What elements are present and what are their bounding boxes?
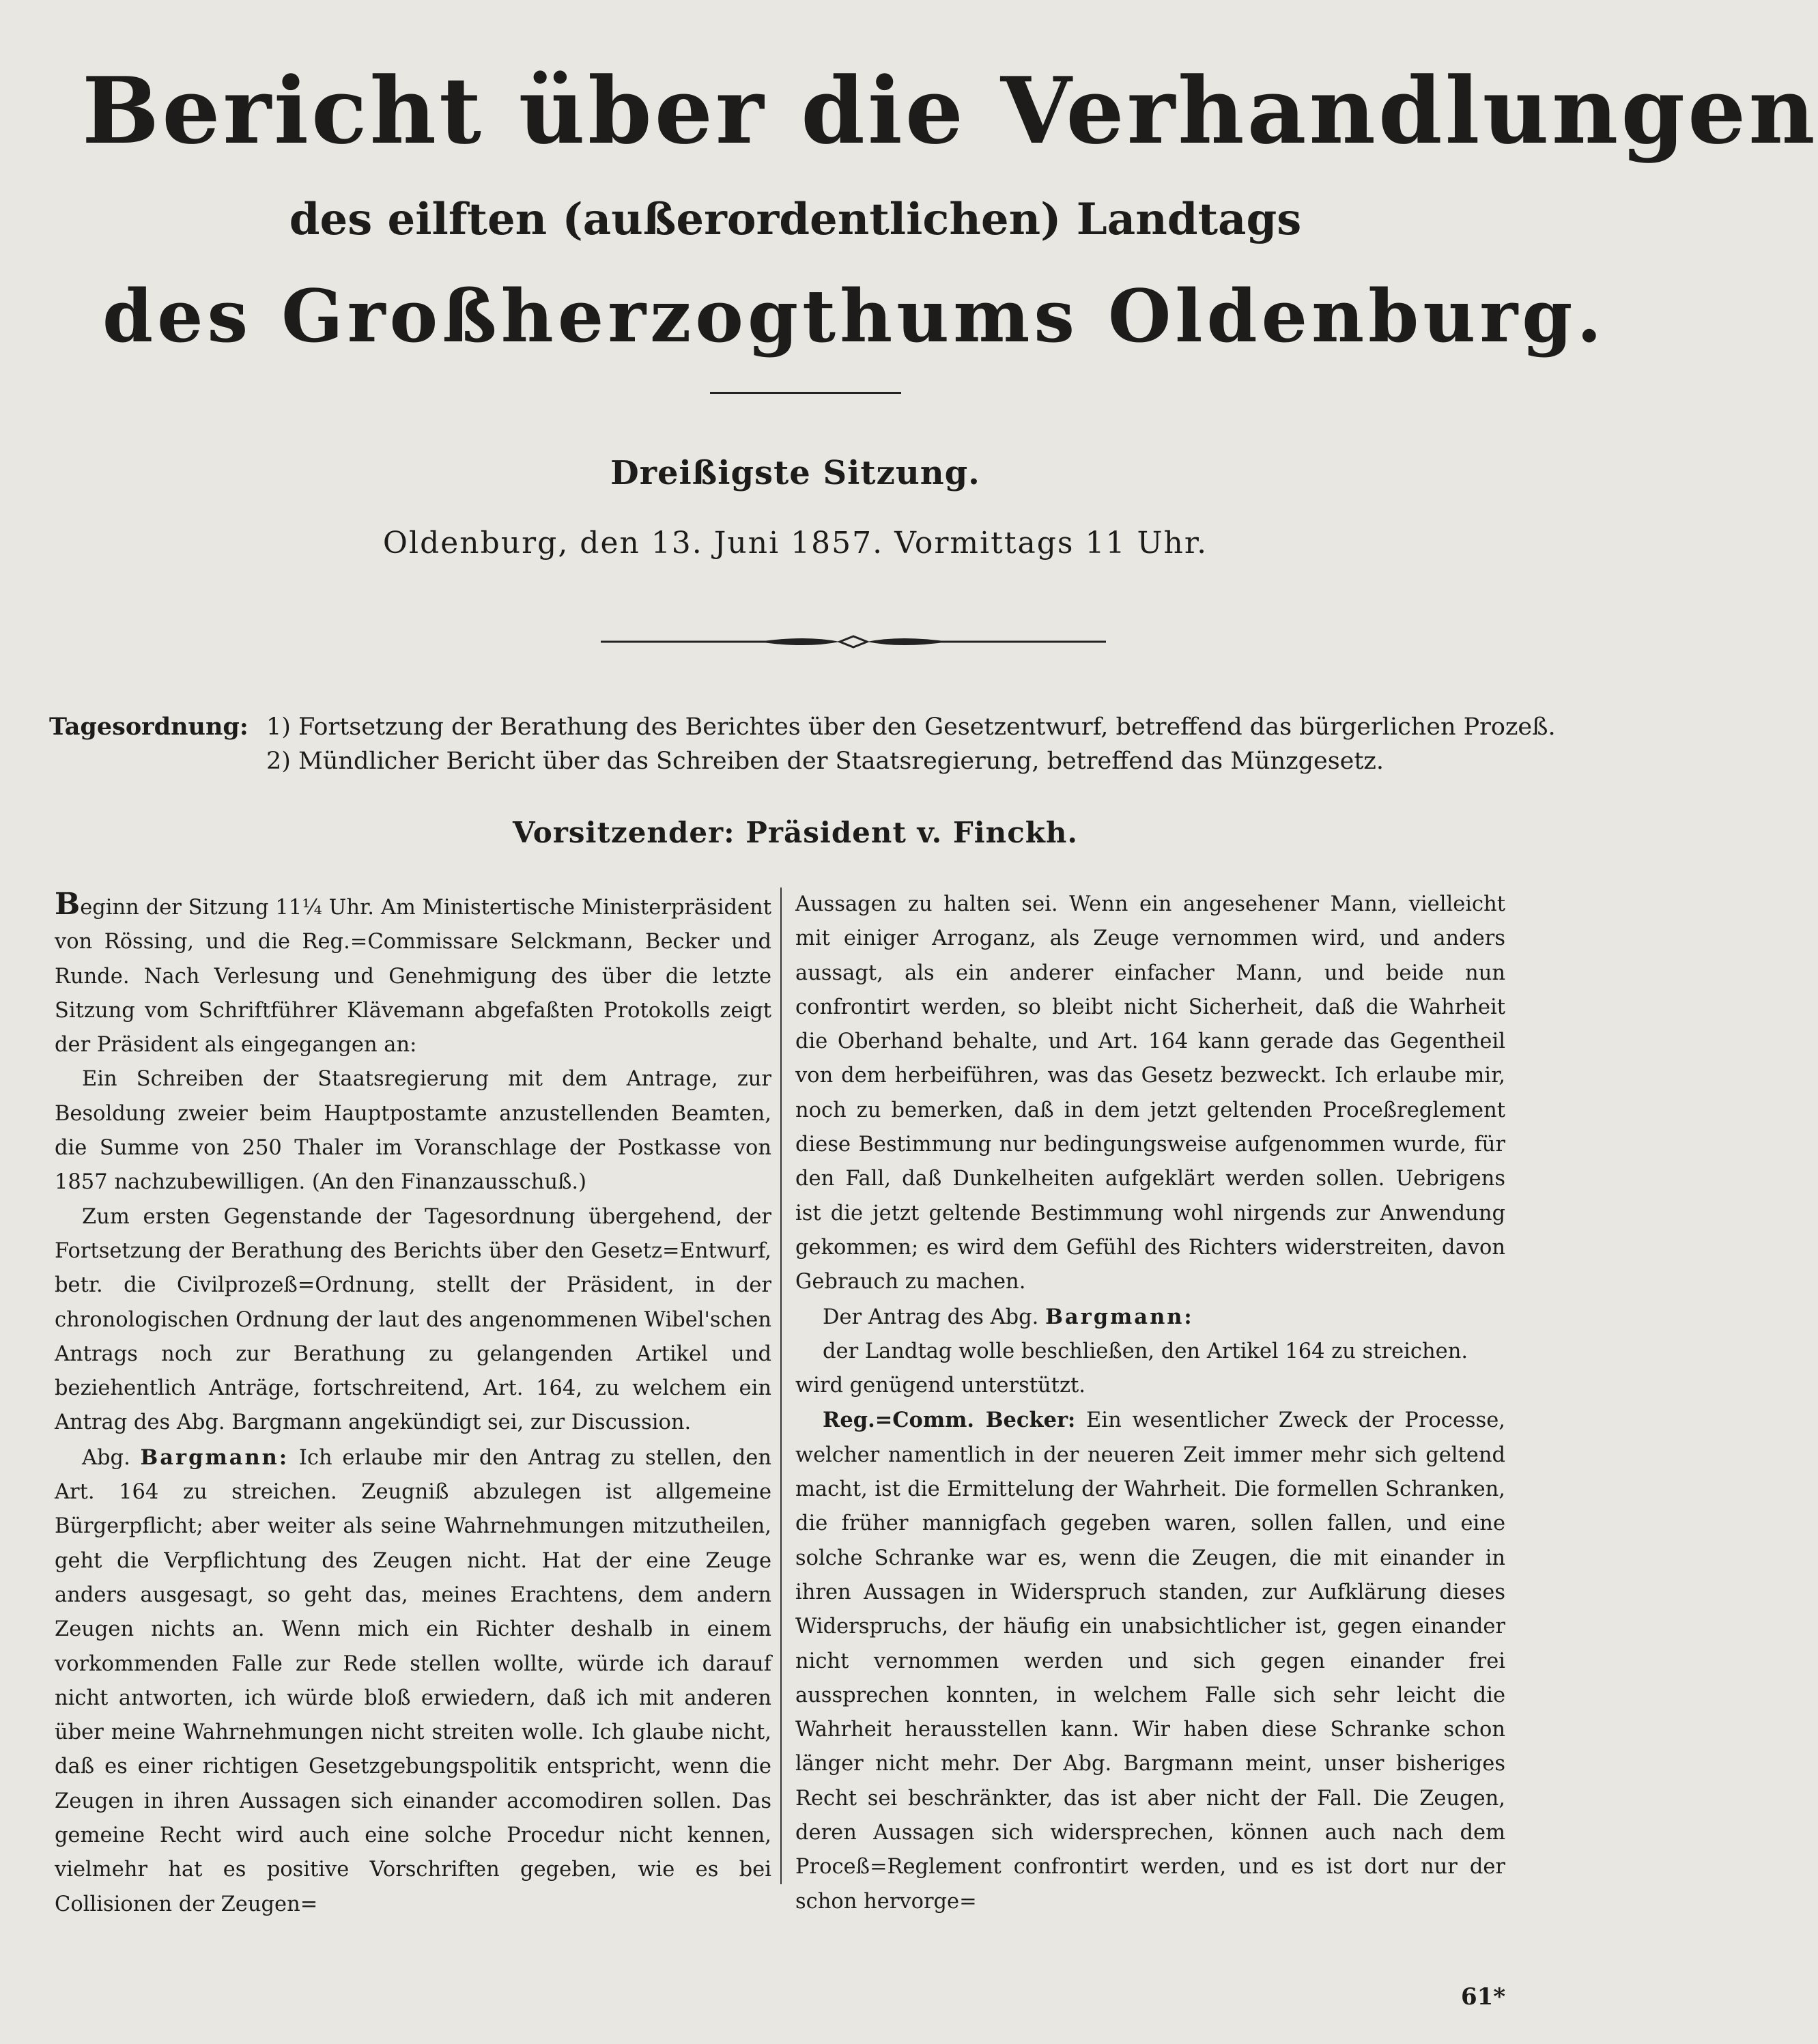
paragraph-letter: Ein Schreiben der Staatsregierung mit dem Antrage, zur Besoldung zweier beim Hauptpostamte anzustellenden Beamten, die Summe von 250 Thaler im Voranschlage der Postkasse von 1857 nachzubewilligen. (An den Finanzausschuß.) xyxy=(55,1067,771,1195)
opening-paragraph xyxy=(55,888,771,1062)
speech-text: Ein wesentlicher Zweck der Processe, welcher namentlich in der neueren Zeit immer mehr sich geltend macht, ist die Ermittelung der Wahrheit. Die formellen Schranken, die früher mannigfach gegeben waren, sollen fallen, und eine solche Schranke war es, wenn die Zeugen, die mit einander in ihren Aussagen in Widerspruch standen, zur Aufklärung dieses Widerspruchs, der häufig ein unabsichtlicher ist, gegen einander nicht vernommen werden und sich gegen einander frei aussprechen konnten, in welchem Falle sich sehr leicht die Wahrheit herausstellen kann. Wir haben diese Schranke schon länger nicht mehr. Der Abg. Bargmann meint, unser bisheriges Recht sei beschränkter, das ist aber nicht der Fall. Die Zeugen, deren Aussagen sich widersprechen, können auch nach dem Proceß=Reglement confrontirt werden, und es ist dort nur der schon hervorge= xyxy=(795,1408,1505,1914)
chair-line: Vorsitzender: Präsident v. Finckh. xyxy=(512,816,1079,849)
left-column xyxy=(55,888,771,1922)
report-subtitle: des eilften (außerordentlichen) Landtags xyxy=(289,194,1302,245)
paragraph-bargmann-speech xyxy=(55,1440,771,1922)
speech-text: Ich erlaube mir den Antrag zu stellen, den Art. 164 zu streichen. Zeugniß abzulegen ist allgemeine Bürgerpflicht; aber weiter als seine Wahrnehmungen mitzutheilen, geht die Verpflichtung des Zeugen nicht. Hat der eine Zeuge anders ausgesagt, so geht das, meines Erachtens, dem andern Zeugen nichts an. Wenn mich ein Richter deshalb in einem vorkommenden Falle zur Rede stellen wollte, würde ich darauf nicht antworten, ich würde bloß erwiedern, daß ich mit anderen über meine Wahrnehmungen nicht streiten wolle. Ich glaube nicht, daß es einer richtigen Gesetzgebungspolitik entspricht, wenn die Zeugen in ihren Aussagen sich einander accomodiren sollen. Das gemeine Recht wird auch eine solche Procedur nicht kennen, vielmehr hat es positive Vorschriften gegeben, wie es bei Collisionen der Zeugen= xyxy=(55,1445,771,1916)
column-divider xyxy=(780,888,782,1884)
title-divider xyxy=(710,392,901,394)
speaker-name: Bargmann: xyxy=(140,1445,289,1470)
speaker-name: Reg.=Comm. Becker: xyxy=(823,1408,1076,1433)
paragraph-agenda-transition: Zum ersten Gegenstande der Tagesordnung übergehend, der Fortsetzung der Berathung des Berichts über den Gesetz=Entwurf, betr. die Civilprozeß=Ordnung, stellt der Präsident, in der chronologischen Ordnung der laut des angenommenen Wibel'schen Antrags noch zur Berathung zu gelangenden Artikel und beziehentlich Anträge, fortschreitend, Art. 164, zu welchem ein Antrag des Abg. Bargmann angekündigt sei, zur Discussion. xyxy=(55,1204,771,1435)
motion-name: Bargmann: xyxy=(1045,1304,1194,1329)
paragraph-motion-text: der Landtag wolle beschließen, den Artikel 164 zu streichen. xyxy=(823,1339,1468,1363)
right-column xyxy=(795,888,1505,1919)
motion-prefix: Der Antrag des Abg. xyxy=(823,1305,1039,1329)
paragraph-support: wird genügend unterstützt. xyxy=(795,1374,1085,1398)
ornament-divider xyxy=(601,628,1106,655)
paragraph-continuation: Aussagen zu halten sei. Wenn ein angesehener Mann, vielleicht mit einiger Arroganz, als Zeuge vernommen wird, und anders aussagt, als ein anderer einfacher Mann, und beide nun confrontirt werden, so bleibt nicht Sicherheit, daß die Wahrheit die Oberhand behalte, und Art. 164 kann gerade das Gegentheil von dem herbeiführen, was das Gesetz bezweckt. Ich erlaube mir, noch zu bemerken, daß in dem jetzt geltenden Proceßreglement diese Bestimmung nur bedingungsweise aufgenommen wurde, für den Fall, daß Dunkelheiten aufgeklärt werden sollen. Uebrigens ist die jetzt geltende Bestimmung wohl nirgends zur Anwendung gekommen; es wird dem Gefühl des Richters widerstreiten, davon Gebrauch zu machen. xyxy=(795,892,1505,1294)
session-heading: Dreißigste Sitzung. xyxy=(610,454,980,492)
opening-text: eginn der Sitzung 11¼ Uhr. Am Ministertische Ministerpräsident von Rössing, und die Reg.=Commissare Selckmann, Becker und Runde. Nach Verlesung und Genehmigung des über die letzte Sitzung vom Schriftführer Klävemann abgefaßten Protokolls zeigt der Präsident als eingegangen an: xyxy=(55,896,771,1058)
page-number: 61* xyxy=(1461,1983,1506,2011)
agenda-label: Tagesordnung: xyxy=(49,713,248,741)
agenda-item-2: 2) Mündlicher Bericht über das Schreiben der Staatsregierung, betreffend das Münzgesetz. xyxy=(266,748,1384,775)
report-state-title: des Großherzogthums Oldenburg. xyxy=(102,273,1606,358)
session-dateline: Oldenburg, den 13. Juni 1857. Vormittags 11 Uhr. xyxy=(382,526,1208,560)
speaker-prefix: Abg. xyxy=(82,1445,130,1470)
drop-cap: B xyxy=(55,887,81,922)
agenda-item-1: 1) Fortsetzung der Berathung des Berichtes über den Gesetzentwurf, betreffend das bürgerlichen Prozeß. xyxy=(266,713,1556,741)
paragraph-motion xyxy=(795,1300,1505,1335)
paragraph-becker-speech xyxy=(795,1403,1505,1918)
report-title: Bericht über die Verhandlungen xyxy=(82,57,1818,165)
